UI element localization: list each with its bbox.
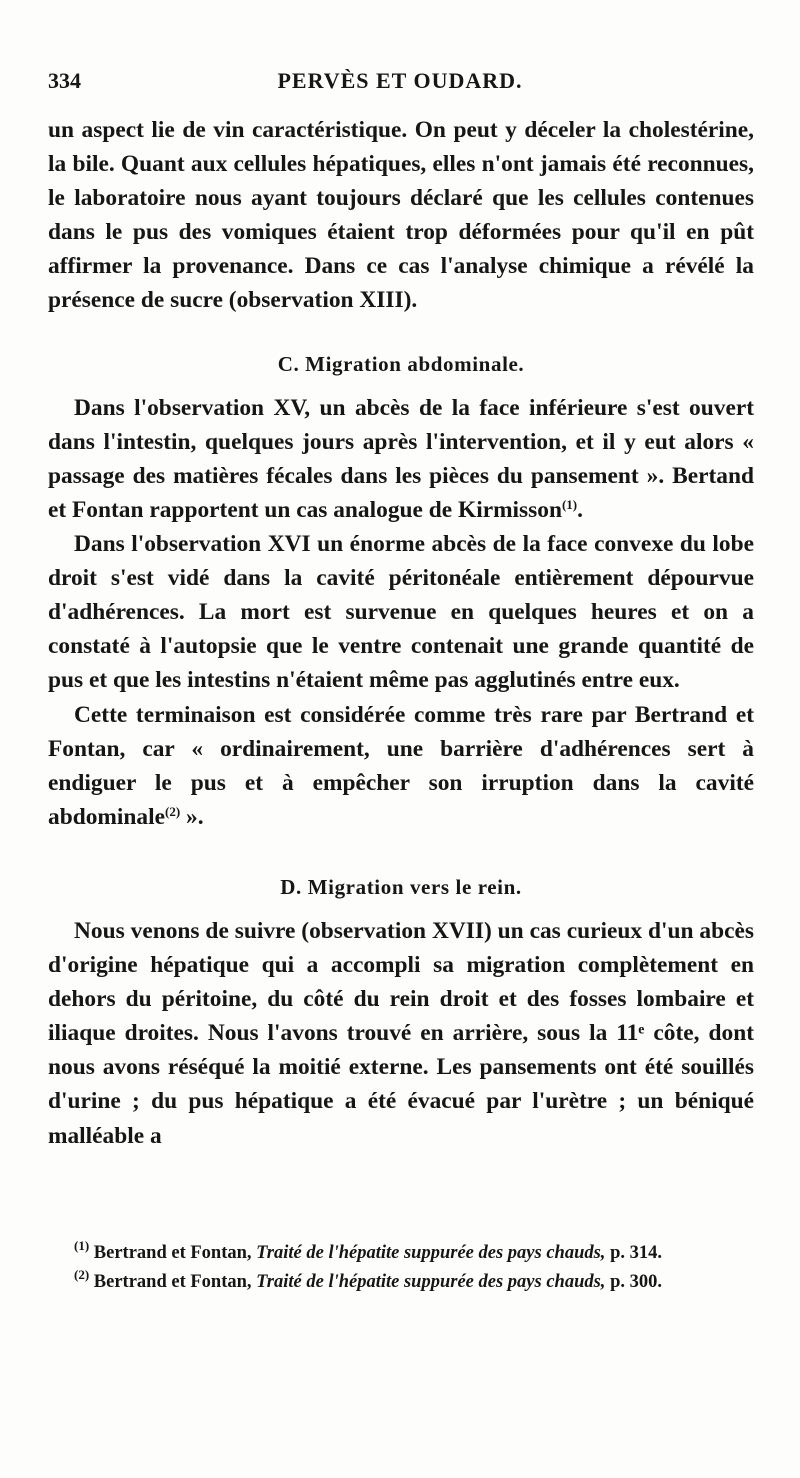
paragraph-text: Dans l'observation XV, un abcès de la face inférieure s'est ouvert dans l'intestin, quelques jours après l'intervention, et il y eut alors « passage des matières fécales dans les pièces du pansement ». Bertand et Fontan rapportent un cas analogue de Kirmisson [48, 394, 754, 523]
page-header [48, 68, 752, 102]
footnote-title: Traité de l'hépatite suppurée des pays chauds, [256, 1272, 606, 1292]
section-heading-c: C. Migration abdominale. [277, 351, 525, 376]
footnote-authors: Bertrand et Fontan, [93, 1272, 252, 1292]
footnote-1 [52, 1240, 752, 1267]
footnote-authors: Bertrand et Fontan, [93, 1243, 252, 1263]
section-heading-d: D. Migration vers le rein. [280, 874, 522, 899]
paragraph-end: ». [180, 803, 204, 830]
page-body [48, 113, 754, 1153]
footnotes [52, 1240, 752, 1298]
running-title: PERVÈS ET OUDARD. [277, 68, 523, 93]
footnote-marker: (2) [74, 1267, 90, 1282]
footnote-title: Traité de l'hépatite suppurée des pays chauds, [256, 1243, 606, 1263]
paragraph-observation-xvii: Nous venons de suivre (observation XVII) un cas curieux d'un abcès d'origine hépatique qui a accompli sa migration complètement en dehors du péritoine, du côté du rein droit et des fosses lombaire et iliaque droites. Nous l'avons trouvé en arrière, sous la 11ᵉ côte, dont nous avons réséqué la moitié externe. Les pansements ont été souillés d'urine ; du pus hépatique a été évacué par l'urètre ; un béniqué malléable a [48, 917, 754, 1149]
footnote-ref-1: (1) [561, 496, 578, 512]
paragraph-terminaison [48, 698, 754, 834]
paragraph-continued: un aspect lie de vin caractéristique. On peut y déceler la cholestérine, la bile. Quant aux cellules hépatiques, elles n'ont jamais été reconnues, le laboratoire nous ayant toujours déclaré que les cellules contenues dans le pus des vomiques étaient trop déformées pour qu'il en pût affirmer la provenance. Dans ce cas l'analyse chimique a révélé la présence de sucre (observation XIII). [48, 117, 754, 314]
footnote-marker: (1) [74, 1238, 90, 1253]
paragraph-observation-xvi: Dans l'observation XVI un énorme abcès de la face convexe du lobe droit s'est vidé dans la cavité péritonéale entièrement dépourvue d'adhérences. La mort est survenue en quelques heures et on a constaté à l'autopsie que le ventre contenait une grande quantité de pus et que les intestins n'étaient même pas agglutinés entre eux. [48, 531, 754, 694]
paragraph-text: Cette terminaison est considérée comme très rare par Bertrand et Fontan, car « ordinairement, une barrière d'adhérences sert à endiguer le pus et à empêcher son irruption dans la cavité abdominale [48, 701, 754, 830]
footnote-2 [52, 1269, 752, 1296]
footnote-ref-2: (2) [164, 803, 181, 819]
paragraph-observation-xv [48, 391, 754, 527]
paragraph-end: . [577, 496, 583, 523]
footnote-page: p. 300. [610, 1272, 662, 1292]
page-number: 334 [48, 68, 81, 93]
footnote-page: p. 314. [610, 1243, 662, 1263]
